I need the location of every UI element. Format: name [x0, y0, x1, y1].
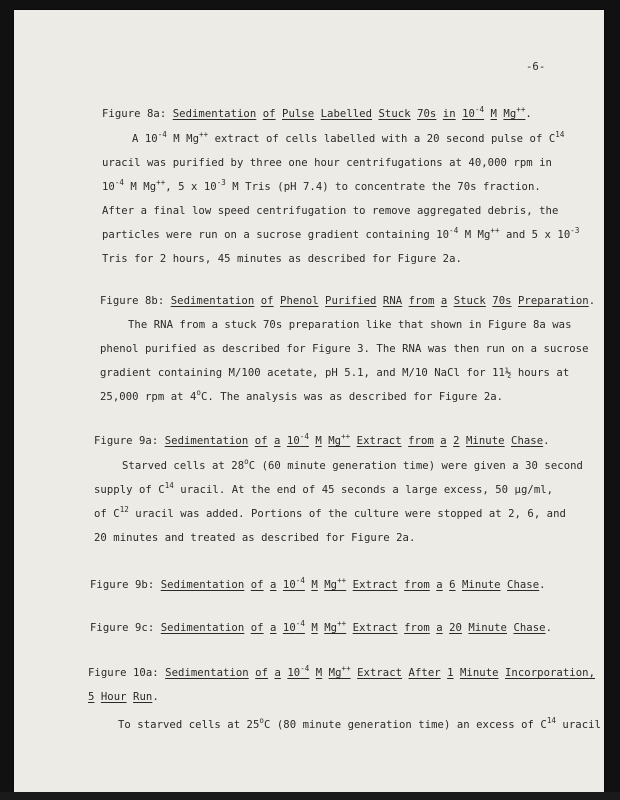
- fig8a-line-2: uracil was purified by three one hour centrifugations at 40,000 rpm in: [102, 157, 552, 169]
- fig8b-line-3: gradient containing M/100 acetate, pH 5.1, and M/10 NaCl for 11½ hours at: [100, 367, 570, 379]
- fig8a-line-6: Tris for 2 hours, 45 minutes as described for Figure 2a.: [102, 253, 462, 265]
- page-number: -6-: [526, 61, 546, 73]
- fig8a-line-3: $10^{-4}$ M Mg++, 5 x $10^{-3}$ M Tris (pH 7.4) to concentrate the 70s fraction.: [102, 178, 541, 193]
- fig9c-title: Figure 9c: Sedimentation of a $10^{-4}$ M Mg++ Extract from a 20 Minute Chase.: [90, 619, 553, 634]
- fig8b-line-1: The RNA from a stuck 70s preparation like that shown in Figure 8a was: [128, 319, 572, 331]
- fig9a-line-1: Starved cells at 28$^o$C (60 minute generation time) were given a 30 second: [122, 457, 583, 472]
- fig9b-label: Figure 9b:: [90, 579, 155, 591]
- fig8a-line-1: A $10^{-4}$ M Mg++ extract of cells labelled with a 20 second pulse of $C^{14}$: [132, 130, 565, 145]
- scan-bottom-edge: [0, 792, 620, 800]
- fig8b-line-2: phenol purified as described for Figure 3. The RNA was then run on a sucrose: [100, 343, 589, 355]
- fig9a-title: Figure 9a: Sedimentation of a $10^{-4}$ M Mg++ Extract from a 2 Minute Chase.: [94, 432, 550, 447]
- fig10a-label: Figure 10a:: [88, 667, 159, 679]
- fig8b-line-4: 25,000 rpm at 4$^o$C. The analysis was as described for Figure 2a.: [100, 388, 504, 403]
- fig10a-title-cont: 5 Hour Run.: [88, 691, 159, 703]
- fig10a-title: Figure 10a: Sedimentation of a $10^{-4}$ M Mg++ Extract After 1 Minute Incorporation,: [88, 664, 596, 679]
- fig9b-title: Figure 9b: Sedimentation of a $10^{-4}$ M Mg++ Extract from a 6 Minute Chase.: [90, 576, 546, 591]
- fig9a-label: Figure 9a:: [94, 435, 159, 447]
- fig8b-title: Figure 8b: Sedimentation of Phenol Purified RNA from a Stuck 70s Preparation.: [100, 295, 596, 307]
- fig9a-line-4: 20 minutes and treated as described for Figure 2a.: [94, 532, 416, 544]
- document-page: [14, 10, 604, 792]
- fig8a-label: Figure 8a:: [102, 108, 167, 120]
- fig9a-line-2: supply of $C^{14}$ uracil. At the end of 45 seconds a large excess, 50 µg/ml,: [94, 481, 554, 496]
- fig9a-line-3: of $C^{12}$ uracil was added. Portions of the culture were stopped at 2, 6, and: [94, 505, 566, 520]
- fig9c-label: Figure 9c:: [90, 622, 155, 634]
- fig8a-title: Figure 8a: Sedimentation of Pulse Labelled Stuck 70s in $10^{-4}$ M Mg++.: [102, 105, 532, 120]
- fig8a-line-4: After a final low speed centrifugation to remove aggregated debris, the: [102, 205, 559, 217]
- fig8b-label: Figure 8b:: [100, 295, 165, 307]
- fig8a-line-5: particles were run on a sucrose gradient containing $10^{-4}$ M Mg++ and 5 x $10^{-3}$: [102, 226, 580, 241]
- fig10a-line-1: To starved cells at 25$^o$C (80 minute generation time) an excess of $C^{14}$ uracil: [118, 716, 601, 731]
